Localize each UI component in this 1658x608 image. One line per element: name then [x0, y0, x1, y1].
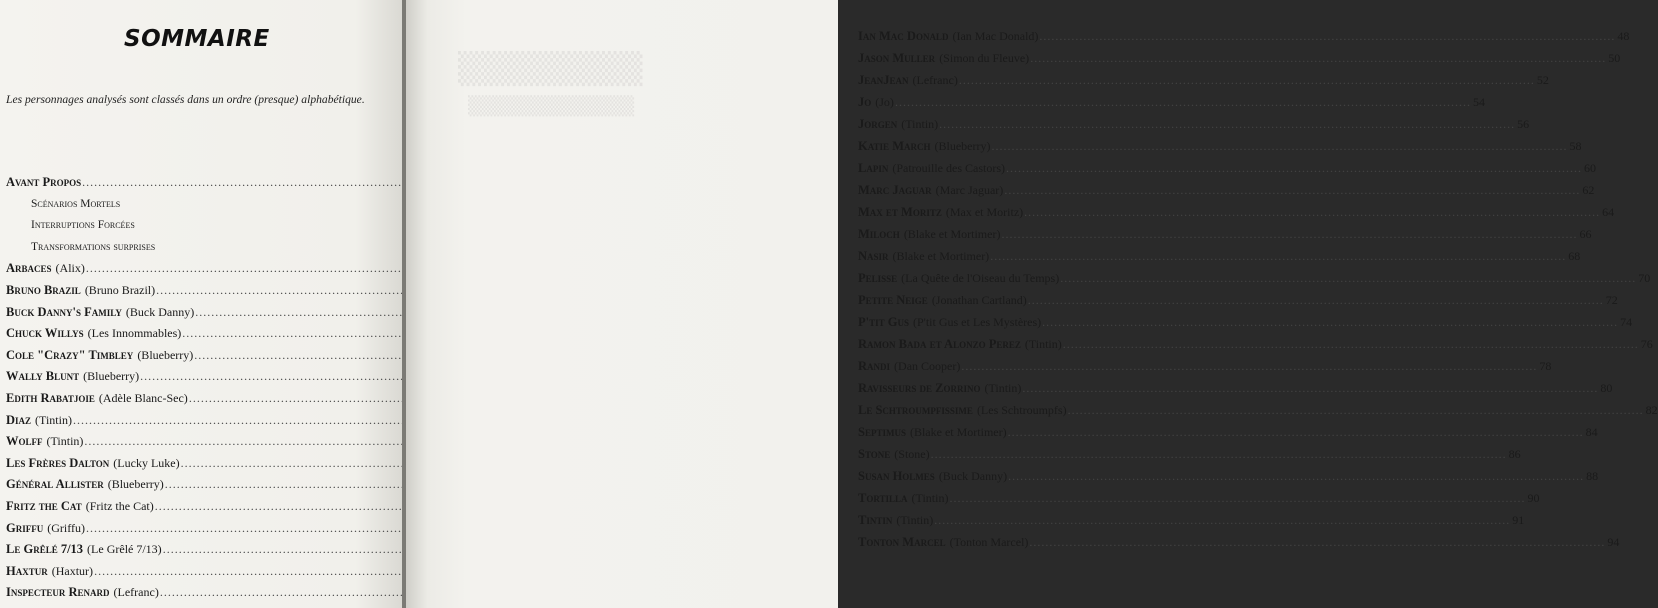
page-number: 52	[1536, 73, 1549, 87]
toc-entry	[858, 399, 1658, 421]
entry-name: Max et Moritz	[858, 205, 942, 219]
page-number: 78	[1539, 359, 1552, 373]
entry-series: (Fritz the Cat)	[85, 498, 154, 513]
toc-entry	[6, 388, 374, 410]
page-number: 48	[1617, 29, 1630, 43]
entry-name: Chuck Willys	[6, 326, 84, 341]
page-number: 64	[1602, 205, 1615, 219]
entry-name: Jason Muller	[858, 51, 936, 65]
entry-series: (Blake et Mortimer)	[903, 227, 1001, 241]
dot-leader	[1006, 157, 1582, 179]
entry-name: Haxtur	[6, 563, 48, 578]
entry-series: (Tintin)	[1024, 337, 1062, 351]
page-number: 90	[1527, 491, 1540, 505]
entry-name: Jorgen	[858, 117, 898, 131]
entry-series: (Griffu)	[47, 520, 85, 535]
page-number: 56	[1517, 117, 1530, 131]
entry-series: (Le Grêlé 7/13)	[87, 542, 162, 557]
entry-name: Stone	[858, 447, 891, 461]
page-number: 82	[1645, 403, 1658, 417]
entry-name: Les Frères Dalton	[6, 455, 110, 470]
entry-series: (Tonton Marcel)	[949, 535, 1029, 549]
dot-leader	[1068, 399, 1644, 421]
entry-series: (Alix)	[55, 261, 85, 276]
entry-series: (Jo)	[875, 95, 894, 109]
entry-name: Lapin	[858, 161, 889, 175]
page-number: 68	[1568, 249, 1581, 263]
entry-series: (Patrouille des Castors)	[892, 161, 1005, 175]
entry-name: Ian Mac Donald	[858, 29, 949, 43]
entry-name: Fritz the Cat	[6, 498, 82, 513]
page-number: 74	[1620, 315, 1633, 329]
toc-entry	[858, 355, 1552, 377]
page-number: 66	[1579, 227, 1592, 241]
entry-name: Transformations surprises	[31, 240, 156, 253]
toc-subentry	[6, 215, 374, 237]
dot-leader	[1024, 201, 1600, 223]
entry-series: (Adèle Blanc-Sec)	[98, 390, 188, 405]
page-number: 86	[1508, 447, 1521, 461]
dot-leader	[1060, 267, 1636, 289]
toc-entry	[6, 518, 374, 540]
dot-leader	[1063, 333, 1639, 355]
page-number: 76	[1640, 337, 1653, 351]
toc-entry	[6, 302, 374, 324]
dot-leader	[949, 487, 1525, 509]
page-number: 58	[1569, 139, 1582, 153]
dot-leader	[939, 113, 1515, 135]
page-number: 80	[1600, 381, 1613, 395]
dot-leader	[1030, 47, 1606, 69]
entry-name: JeanJean	[858, 73, 909, 87]
page-number: 91	[1512, 513, 1525, 527]
toc-entry	[858, 465, 1599, 487]
entry-series: (Blueberry)	[107, 477, 164, 492]
toc-entry	[858, 443, 1521, 465]
toc-entry	[6, 431, 374, 453]
toc-entry	[6, 345, 374, 367]
intro-text: Les personnages analysés sont classés dans un ordre (presque) alphabétique.	[6, 93, 365, 106]
entry-name: Le Schtroumpfissime	[858, 403, 973, 417]
entry-series: (Tintin)	[911, 491, 949, 505]
toc-entry	[858, 157, 1596, 179]
toc-entry	[6, 172, 374, 194]
entry-series: (Tintin)	[896, 513, 934, 527]
entry-name: Buck Danny's Family	[6, 304, 122, 319]
toc-entry	[858, 289, 1618, 311]
entry-name: Tortilla	[858, 491, 908, 505]
entry-name: Ravisseurs de Zorrino	[858, 381, 981, 395]
entry-name: Jo	[858, 95, 872, 109]
entry-series: (Tintin)	[984, 381, 1022, 395]
entry-name: Général Allister	[6, 477, 104, 492]
dot-leader	[1028, 289, 1604, 311]
entry-name: Interruptions Forcées	[31, 219, 135, 232]
dot-leader	[1042, 311, 1618, 333]
entry-series: (Les Innommables)	[87, 326, 182, 341]
toc-entry	[6, 323, 374, 345]
entry-series: (Buck Danny)	[938, 469, 1008, 483]
toc-list-right	[858, 25, 1658, 553]
left-page	[0, 0, 404, 608]
dot-leader	[990, 245, 1566, 267]
entry-series: (Lefranc)	[912, 73, 958, 87]
toc-subentry	[6, 194, 374, 216]
entry-series: (Blueberry)	[137, 347, 194, 362]
entry-name: P'tit Gus	[858, 315, 909, 329]
entry-name: Petite Neige	[858, 293, 928, 307]
entry-series: (La Quête de l'Oiseau du Temps)	[901, 271, 1060, 285]
toc-entry	[858, 245, 1581, 267]
entry-series: (Tintin)	[901, 117, 939, 131]
dot-leader	[1022, 377, 1598, 399]
page-number: 62	[1582, 183, 1595, 197]
dot-leader	[931, 443, 1507, 465]
toc-entry	[6, 280, 374, 302]
entry-name: Edith Rabatjoie	[6, 390, 95, 405]
entry-series: (Simon du Fleuve)	[939, 51, 1030, 65]
toc-entry	[858, 509, 1525, 531]
toc-entry	[6, 582, 374, 604]
entry-name: Le Grêlé 7/13	[6, 542, 84, 557]
entry-series: (Marc Jaguar)	[935, 183, 1004, 197]
toc-entry	[858, 487, 1540, 509]
entry-name: Ramon Bada et Alonzo Perez	[858, 337, 1021, 351]
toc-entry	[858, 135, 1582, 157]
entry-name: Marc Jaguar	[858, 183, 932, 197]
page-number: 88	[1586, 469, 1599, 483]
entry-series: (Blueberry)	[83, 369, 140, 384]
entry-name: Septimus	[858, 425, 906, 439]
dot-leader	[1004, 179, 1580, 201]
dot-leader	[961, 355, 1537, 377]
toc-list-left	[6, 172, 374, 604]
page-number: 50	[1608, 51, 1621, 65]
entry-series: (Ian Mac Donald)	[952, 29, 1039, 43]
toc-entry	[6, 410, 374, 432]
page-number: 60	[1584, 161, 1596, 175]
toc-entry	[858, 333, 1653, 355]
entry-series: (Haxtur)	[51, 563, 94, 578]
show-through-decoration: ▒▒▒▒▒▒▒▒▒▒▒▒	[468, 96, 635, 117]
dot-leader	[1008, 421, 1584, 443]
entry-series: (Blueberry)	[934, 139, 991, 153]
entry-series: (Les Schtroumpfs)	[976, 403, 1067, 417]
entry-name: Susan Holmes	[858, 469, 935, 483]
entry-series: (Stone)	[894, 447, 930, 461]
page-number: 72	[1605, 293, 1618, 307]
entry-name: Scénarios Mortels	[31, 197, 121, 210]
right-page	[406, 0, 1658, 608]
entry-name: Tintin	[858, 513, 893, 527]
page-number: 94	[1607, 535, 1620, 549]
toc-entry	[858, 223, 1592, 245]
entry-series: (P'tit Gus et Les Mystères)	[912, 315, 1042, 329]
toc-entry	[858, 69, 1549, 91]
entry-name: Katie March	[858, 139, 931, 153]
entry-name: Griffu	[6, 520, 44, 535]
toc-entry	[858, 311, 1633, 333]
entry-series: (Max et Moritz)	[945, 205, 1024, 219]
entry-name: Wally Blunt	[6, 369, 80, 384]
toc-entry	[6, 539, 374, 561]
entry-name: Avant Propos	[6, 175, 82, 189]
entry-series: (Tintin)	[35, 412, 72, 427]
entry-series: (Blake et Mortimer)	[892, 249, 990, 263]
entry-name: Diaz	[6, 412, 32, 427]
entry-name: Miloch	[858, 227, 900, 241]
entry-series: (Jonathan Cartland)	[931, 293, 1027, 307]
page-number: 70	[1638, 271, 1651, 285]
entry-series: (Blake et Mortimer)	[909, 425, 1007, 439]
show-through-decoration: ▒▒▒▒▒▒▒▒	[458, 52, 643, 87]
entry-series: (Lucky Luke)	[113, 455, 180, 470]
dot-leader	[934, 509, 1510, 531]
toc-entry	[6, 453, 374, 475]
entry-name: Inspecteur Renard	[6, 585, 110, 600]
dot-leader	[895, 91, 1471, 113]
entry-series: (Dan Cooper)	[894, 359, 961, 373]
toc-entry	[858, 25, 1630, 47]
toc-entry	[858, 531, 1620, 553]
toc-entry	[858, 179, 1595, 201]
entry-series: (Buck Danny)	[125, 304, 195, 319]
toc-entry	[6, 496, 374, 518]
toc-entry	[858, 47, 1621, 69]
entry-name: Nasir	[858, 249, 889, 263]
dot-leader	[1001, 223, 1577, 245]
toc-entry	[858, 201, 1615, 223]
entry-name: Randi	[858, 359, 891, 373]
toc-entry	[858, 267, 1651, 289]
toc-entry	[858, 377, 1613, 399]
entry-series: (Lefranc)	[113, 585, 159, 600]
dot-leader	[1008, 465, 1584, 487]
dot-leader	[1029, 531, 1605, 553]
entry-name: Pelisse	[858, 271, 898, 285]
toc-entry	[858, 421, 1598, 443]
entry-series: (Tintin)	[46, 434, 84, 449]
entry-series: (Bruno Brazil)	[84, 282, 156, 297]
page-title: SOMMAIRE	[124, 26, 270, 52]
toc-subentry	[6, 237, 374, 259]
toc-entry	[6, 258, 374, 280]
toc-entry	[6, 366, 374, 388]
entry-name: Arbaces	[6, 261, 52, 276]
toc-entry	[6, 474, 374, 496]
toc-entry	[858, 91, 1485, 113]
entry-name: Tonton Marcel	[858, 535, 946, 549]
dot-leader	[991, 135, 1567, 157]
entry-name: Wolff	[6, 434, 43, 449]
entry-name: Cole "Crazy" Timbley	[6, 347, 134, 362]
page-number: 54	[1472, 95, 1485, 109]
toc-entry	[6, 561, 374, 583]
toc-entry	[858, 113, 1530, 135]
entry-name: Bruno Brazil	[6, 282, 81, 297]
page-number: 84	[1585, 425, 1598, 439]
dot-leader	[959, 69, 1535, 91]
dot-leader	[1039, 25, 1615, 47]
